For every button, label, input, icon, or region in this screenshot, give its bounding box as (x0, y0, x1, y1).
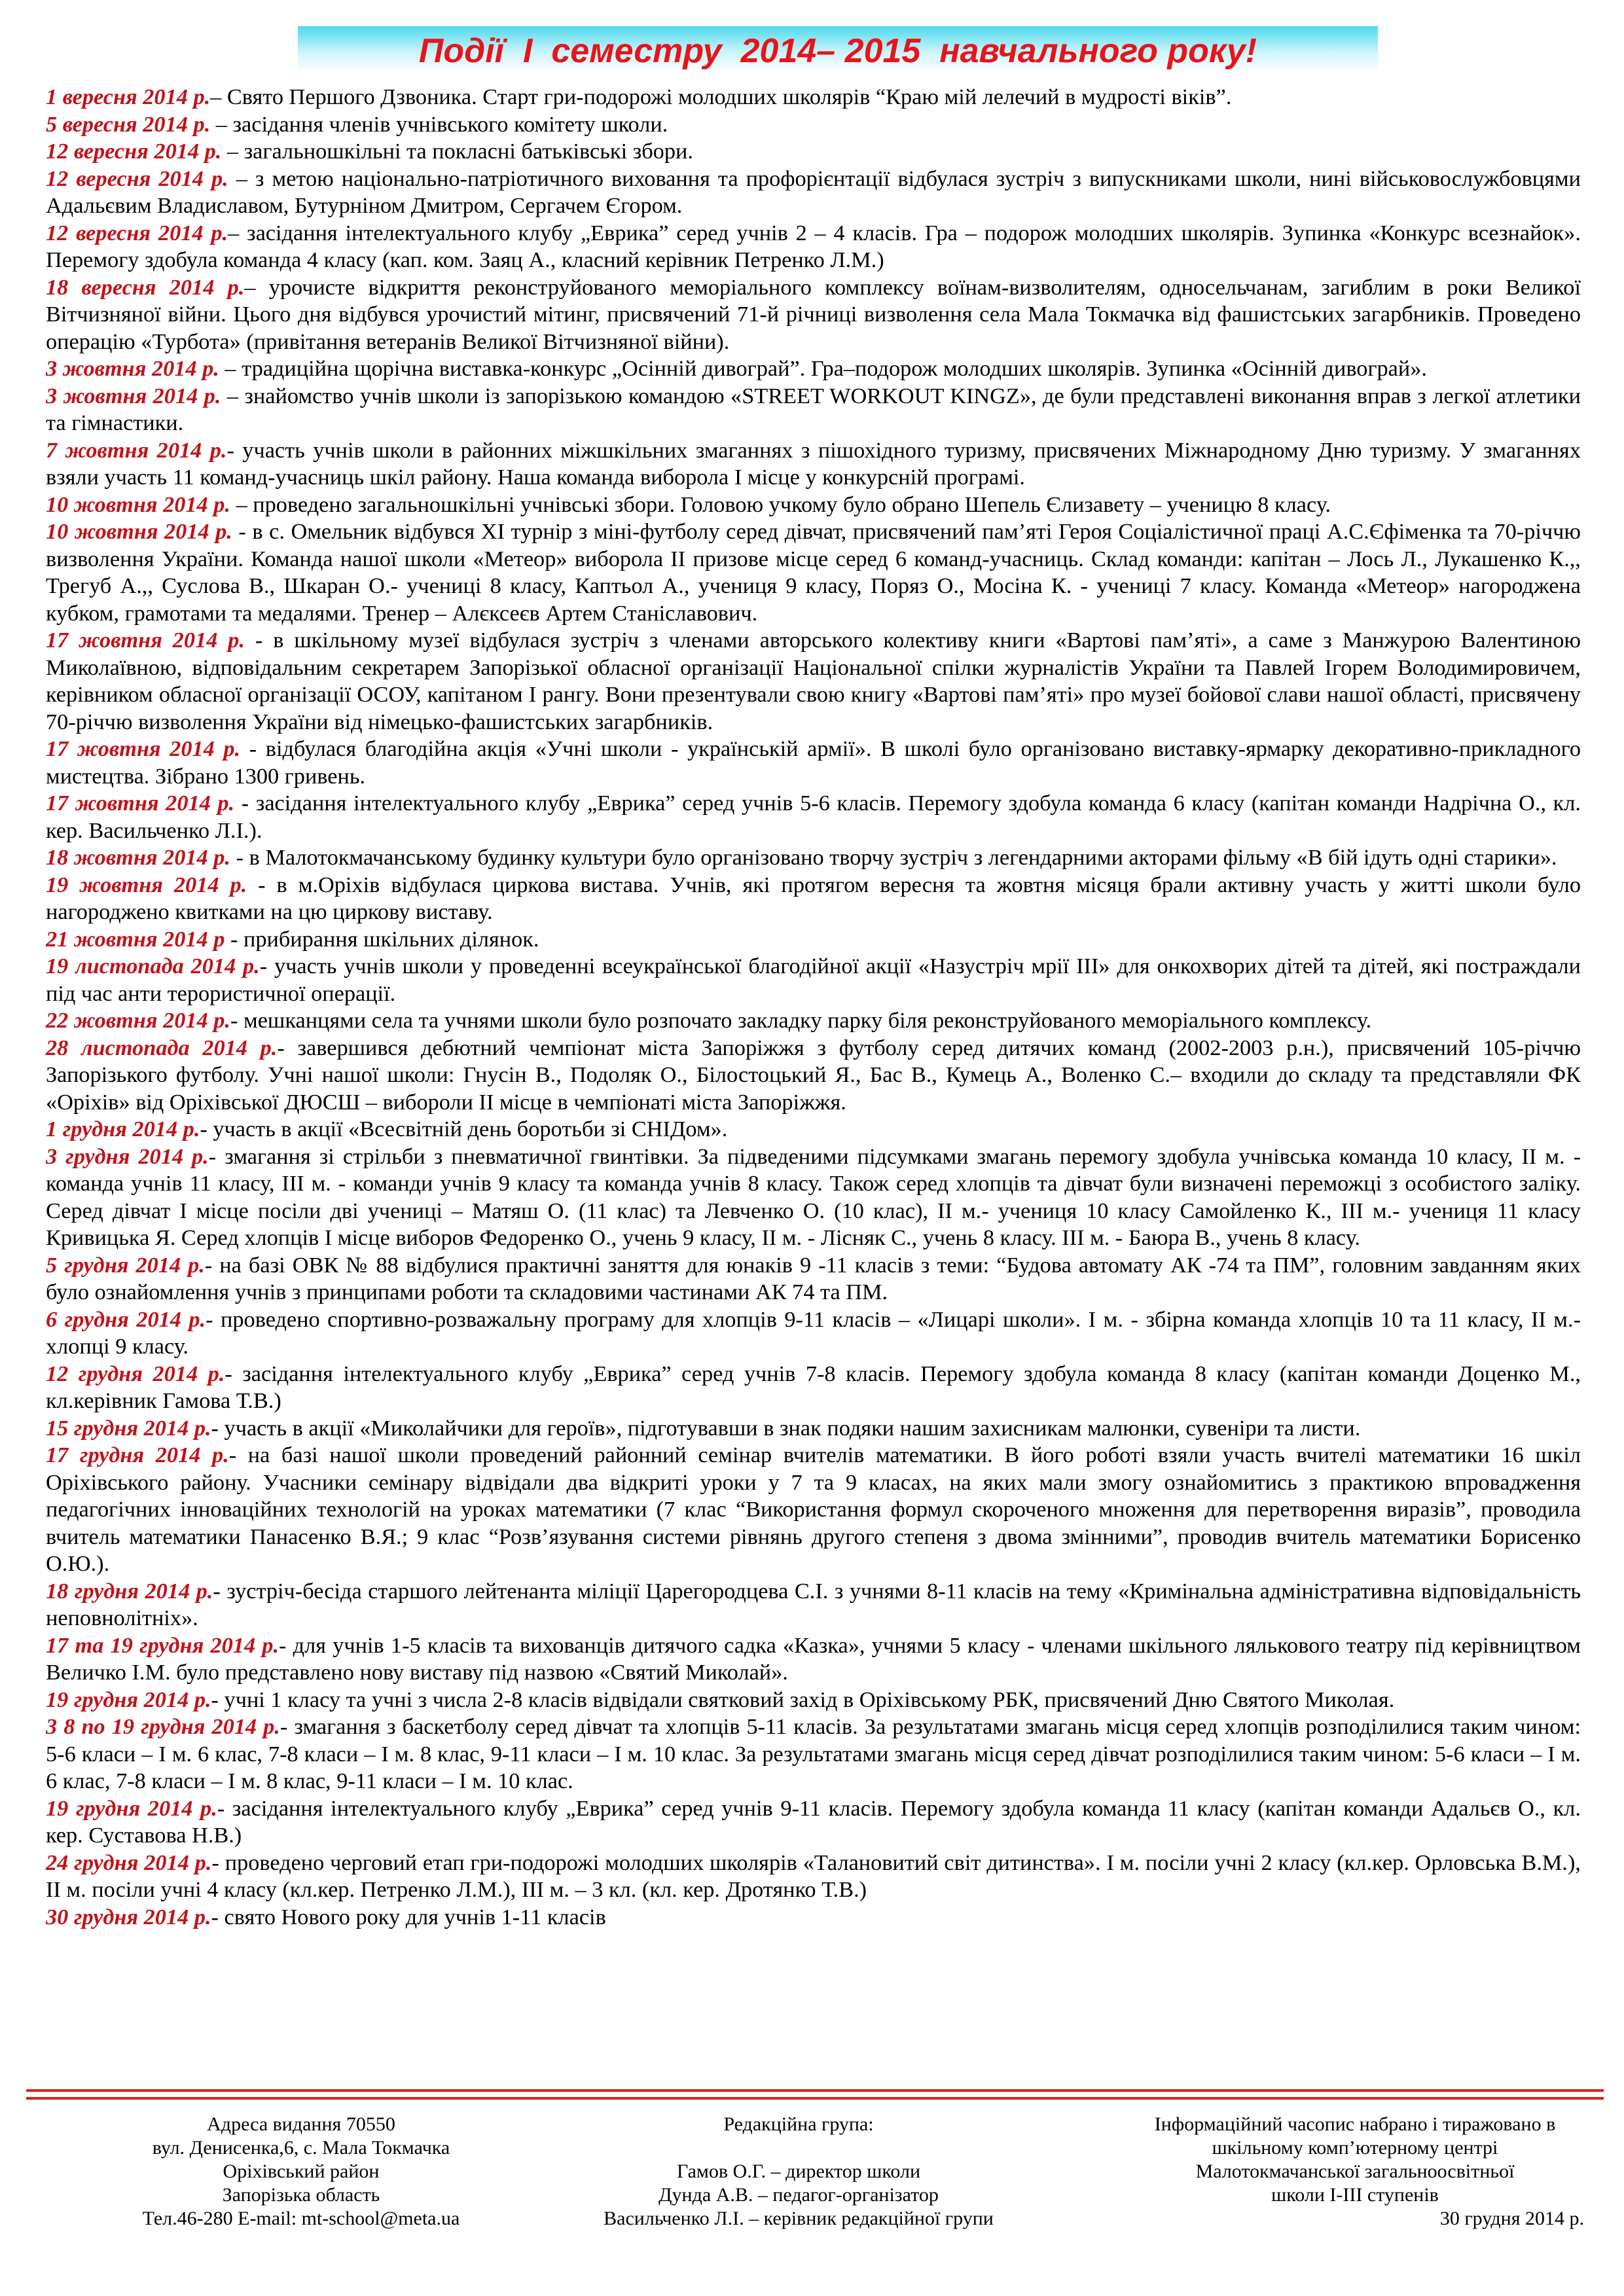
event-text: - мешканцями села та учнями школи було розпочато закладку парку біля реконструйованого меморіального комплексу. (230, 1008, 1372, 1033)
editorial-member: Гамов О.Г. – директор школи (677, 2161, 920, 2182)
event-item (46, 492, 1581, 519)
page-title: Події І семестру 2014– 2015 навчального року! (418, 32, 1257, 70)
publisher-address (92, 2113, 511, 2231)
info-line: Малотокмачанської загальноосвітньої (1195, 2161, 1515, 2182)
event-item (46, 1904, 1581, 1931)
event-text: - змагання зі стрільби з пневматичної гвинтівки. За підведеними підсумками змагань перемогу здобула учнівська команда 10 класу, ІІ м. - команда учнів 11 класу, ІІІ м. - команди учнів 9 класу та команда учнів 8 класу. Також серед хлопців та дівчат були визначені переможці з особистого заліку. Серед дівчат І місце посіли дві учениці – Матяш О. (11 клас) та Левченко О. (10 клас), ІІ м.- учениця 10 класу Самойленко К., ІІІ м.- учениця 11 класу Кривицька Я. Серед хлопців І місце виборов Федоренко О., учень 9 класу, ІІ м. - Лісняк С., учень 8 класу. ІІІ м. - Баюра В., учень 8 класу. (46, 1143, 1581, 1250)
event-text: - засідання інтелектуального клубу „Еврика” серед учнів 7-8 класів. Перемогу здобула команда 8 класу (капітан команди Доценко М., кл.керівник Гамова Т.В.) (46, 1361, 1581, 1413)
event-item (46, 1116, 1581, 1143)
event-text: - зустріч-бесіда старшого лейтенанта міліції Царегородцева С.І. з учнями 8-11 класів на тему «Кримінальна адміністративна відповідальність неповнолітніх». (46, 1578, 1581, 1630)
event-item (46, 872, 1581, 926)
event-date: 19 жовтня 2014 р. (46, 872, 247, 897)
event-item (46, 1850, 1581, 1904)
event-date: 1 вересня 2014 р. (46, 84, 211, 109)
event-item (46, 953, 1581, 1007)
editorial-member: Васильченко Л.І. – керівник редакційної групи (604, 2208, 994, 2229)
event-item (46, 736, 1581, 790)
event-text: – знайомство учнів школи із запорізькою командою «STREET WORKOUT KINGZ», де були представлені виконання вправ з легкої атлетики та гімнастики. (46, 383, 1581, 435)
event-item (46, 1442, 1581, 1578)
event-date: 21 жовтня 2014 р (46, 926, 225, 952)
event-date: 3 жовтня 2014 р. (46, 356, 219, 381)
event-date: 28 листопада 2014 р. (46, 1035, 278, 1060)
event-date: 10 жовтня 2014 р. (46, 492, 230, 517)
info-line: шкільному комп’ютерному центрі (1212, 2137, 1498, 2159)
event-text: – загальношкільні та покласні батьківські збори. (221, 139, 693, 164)
event-text: - для учнів 1-5 класів та вихованців дитячого садка «Казка», учнями 5 класу - членами шкільного лялькового театру під керівництвом Величко І.М. було представлено нову виставу під назвою «Святий Миколай». (46, 1632, 1581, 1685)
event-date: 5 грудня 2014 р. (46, 1252, 205, 1278)
event-date: 17 жовтня 2014 р. (46, 628, 245, 653)
event-item (46, 1687, 1581, 1714)
event-text: - на базі нашої школи проведений районний семінар вчителів математики. В його роботі взяли участь вчителі математики 16 шкіл Оріхівського району. Учасники семінару відвідали два відкриті уроки у 7 та 9 класах, на яких мали змогу ознайомитись з практикою впровадження педагогічних інноваційних технологій на уроках математики (7 клас “Використання формул скороченого множення для перетворення виразів”, проводила вчитель математики Панасенко В.Я.; 9 клас “Розв’язування системи рівнянь другого степеня з двома змінними”, проводив вчитель математики Борисенко О.Ю.). (46, 1443, 1581, 1576)
event-text: - в Малотокмачанському будинку культури було організовано творчу зустріч з легендарними акторами фільму «В бій ідуть одні старики». (230, 845, 1557, 870)
event-date: 3 8 по 19 грудня 2014 р. (46, 1714, 280, 1739)
events-list (46, 84, 1581, 1931)
event-item (46, 1306, 1581, 1361)
event-text: - участь учнів школи у проведенні всеукраїнської благодійної акції «Назустріч мрії ІІІ» для онкохворих дітей та дітей, які постраждали під час анти терористичної операції. (46, 954, 1581, 1006)
event-text: - завершився дебютний чемпіонат міста Запоріжжя з футболу серед дитячих команд (2002-2003 р.н.), присвячений 105-річчю Запорізького футболу. Учні нашої школи: Гнусін В., Подоляк О., Білостоцький Я., Бас В., Кумець А., Воленко С.– входили до складу та представляли ФК «Оріхів» від Оріхівської ДЮСШ – вибороли ІІ місце в чемпіонаті міста Запоріжжя. (46, 1035, 1581, 1115)
event-text: – засідання членів учнівського комітету школи. (210, 111, 668, 137)
event-date: 17 жовтня 2014 р. (46, 736, 241, 761)
editorial-title: Редакційна група: (723, 2113, 874, 2135)
event-text: – з метою національно-патріотичного виховання та профорієнтації відбулася зустріч з випускниками школи, нині військовослужбовцями Адальєвим Владиславом, Бутурніном Дмитром, Сергачем Єгором. (46, 166, 1581, 218)
event-text: - прибирання шкільних ділянок. (225, 926, 539, 952)
event-date: 30 грудня 2014 р. (46, 1904, 211, 1929)
event-text: - в с. Омельник відбувся ХІ турнір з міні-футболу серед дівчат, присвячений пам’яті Героя Соціалістичної праці А.С.Єфіменка та 70-річчю визволення України. Команда нашої школи «Метеор» виборола ІІ призове місце серед 6 команд-учасниць. Склад команди: капітан – Лось Л., Лукашенко К.,, Трегуб А.,, Суслова В., Шкаран О.- учениці 8 класу, Каптьол А., учениця 9 класу, Поряз О., Мосіна К. - учениці 7 класу. Команда «Метеор» нагороджена кубком, грамотами та медалями. Тренер – Алєксеєв Артем Станіславович. (46, 519, 1581, 626)
event-item (46, 518, 1581, 627)
publication-info (1119, 2113, 1591, 2231)
event-text: – проведено загальношкільні учнівські збори. Головою учкому було обрано Шепель Єлизавету – ученицю 8 класу. (230, 492, 1331, 517)
event-text: - на базі ОВК № 88 відбулися практичні заняття для юнаків 9 -11 класів з теми: “Будова автомату АК -74 та ПМ”, головним завданням яких було ознайомлення учнів з принципами роботи та складовими частинами АК 74 та ПМ. (46, 1252, 1581, 1304)
event-item (46, 355, 1581, 383)
address-line: вул. Денисенка,6, с. Мала Токмачка (152, 2137, 450, 2159)
event-item (46, 220, 1581, 274)
info-line: школи І-ІІІ ступенів (1271, 2184, 1439, 2206)
event-date: 12 вересня 2014 р. (46, 139, 222, 164)
event-text: - засідання інтелектуального клубу „Еврика” серед учнів 9-11 класів. Перемогу здобула команда 11 класу (капітан команди Адальєв О., кл. кер. Суставова Н.В.) (46, 1795, 1581, 1848)
event-item (46, 1252, 1581, 1306)
event-item (46, 274, 1581, 356)
event-date: 15 грудня 2014 р. (46, 1415, 211, 1441)
event-date: 17 та 19 грудня 2014 р. (46, 1632, 280, 1658)
event-text: - в м.Оріхів відбулася циркова вистава. Учнів, які протягом вересня та жовтня місяця брали активну участь у житті школи було нагороджено квитками на цю циркову виставу. (46, 872, 1581, 924)
event-item (46, 1361, 1581, 1415)
event-date: 12 вересня 2014 р. (46, 166, 228, 191)
info-line: Інформаційний часопис набрано і тиражовано в (1154, 2113, 1556, 2135)
event-text: - в шкільному музеї відбулася зустріч з членами авторського колективу книги «Вартові пам’яті», а саме з Манжурою Валентиною Миколаївною, відповідальним секретарем Запорізької обласної організації Національної спілки журналістів України та Павлей Ігорем Володимировичем, керівником обласної організації ОСОУ, капітаном І рангу. Вони презентували свою книгу «Вартові пам’яті» про музеї бойової слави нашої області, присвячену 70-річчю визволення України від німецько-фашистських загарбників. (46, 628, 1581, 734)
event-date: 17 жовтня 2014 р. (46, 791, 235, 816)
event-text: - свято Нового року для учнів 1-11 класів (211, 1904, 606, 1929)
event-item (46, 1578, 1581, 1632)
event-item (46, 926, 1581, 954)
event-date: 3 жовтня 2014 р. (46, 383, 221, 408)
event-date: 18 вересня 2014 р. (46, 274, 245, 300)
event-date: 1 грудня 2014 р. (46, 1117, 200, 1141)
event-text: - змагання з баскетболу серед дівчат та хлопців 5-11 класів. За результатами змагань місця серед хлопців розподілилися таким чином: 5-6 класи – І м. 6 клас, 7-8 класи – І м. 8 клас, 9-11 класи – І м. 10 клас. За результатами змагань місця серед дівчат розподілилися таким чином: 5-6 класи – І м. 6 клас, 7-8 класи – І м. 8 клас, 9-11 класи – І м. 10 клас. (46, 1714, 1581, 1793)
event-date: 10 жовтня 2014 р. (46, 519, 232, 544)
title-banner (298, 26, 1378, 72)
address-line: Запорізька область (222, 2184, 380, 2206)
event-text: - участь в акції «Миколайчики для героїв», підготувавши в знак подяки нашим захисникам малюнки, сувеніри та листи. (211, 1415, 1361, 1441)
editorial-team (563, 2113, 1034, 2231)
event-item (46, 1632, 1581, 1687)
event-text: - учні 1 класу та учні з числа 2-8 класів відвідали святковий захід в Оріхівському РБК, присвячений Дню Святого Миколая. (211, 1687, 1395, 1712)
event-item (46, 111, 1581, 139)
event-date: 3 грудня 2014 р. (46, 1143, 209, 1169)
footer-separator (26, 2089, 1604, 2092)
event-item (46, 84, 1581, 111)
event-text: - участь в акції «Всесвітній день боротьби зі СНІДом». (200, 1117, 728, 1141)
editorial-member: Дунда А.В. – педагог-організатор (659, 2184, 939, 2206)
event-date: 17 грудня 2014 р. (46, 1443, 229, 1467)
event-item (46, 1795, 1581, 1850)
event-text: - участь учнів школи в районних міжшкільних змаганнях з пішохідного туризму, присвячених Міжнародному Дню туризму. У змаганнях взяли участь 11 команд-учасниць шкіл району. Наша команда виборола І місце у конкурсній програмі. (46, 437, 1581, 490)
address-line: Адреса видання 70550 (207, 2113, 395, 2135)
event-date: 18 жовтня 2014 р. (46, 845, 230, 870)
event-item (46, 1035, 1581, 1117)
event-item (46, 1415, 1581, 1443)
event-text: - засідання інтелектуального клубу „Еврика” серед учнів 5-6 класів. Перемогу здобула команда 6 класу (капітан команди Надрічна О., кл. кер. Васильченко Л.І.). (46, 791, 1581, 843)
event-item (46, 1143, 1581, 1252)
event-date: 19 грудня 2014 р. (46, 1687, 211, 1712)
footer-separator (26, 2097, 1604, 2100)
issue-date: 30 грудня 2014 р. (1439, 2208, 1584, 2229)
event-item (46, 138, 1581, 166)
event-text: - проведено спортивно-розважальну програму для хлопців 9-11 класів – «Лицарі школи». І м. - збірна команда хлопців 10 та 11 класу, ІІ м.- хлопці 9 класу. (46, 1306, 1581, 1359)
event-item (46, 627, 1581, 736)
event-item (46, 790, 1581, 844)
event-date: 12 грудня 2014 р. (46, 1361, 225, 1386)
event-item (46, 166, 1581, 220)
event-text: - проведено черговий етап гри-подорожі молодших школярів «Талановитий світ дитинства». І м. посіли учні 2 класу (кл.кер. Орловська В.М.), ІІ м. посіли учні 4 класу (кл.кер. Петренко Л.М.), ІІІ м. – 3 кл. (кл. кер. Дротянко Т.В.) (46, 1850, 1581, 1902)
address-line: Оріхівський район (223, 2161, 380, 2182)
event-item (46, 383, 1581, 437)
event-date: 19 листопада 2014 р. (46, 954, 260, 978)
event-item (46, 1713, 1581, 1795)
event-date: 19 грудня 2014 р. (46, 1795, 217, 1821)
event-date: 7 жовтня 2014 р. (46, 437, 227, 463)
event-text: – засідання інтелектуального клубу „Еврика” серед учнів 2 – 4 класів. Гра – подорож молодших школярів. Зупинка «Конкурс всезнайок». Перемогу здобула команда 4 класу (кап. ком. Заяц А., класний керівник Петренко Л.М.) (46, 220, 1581, 272)
event-text: – урочисте відкриття реконструйованого меморіального комплексу воїнам-визволителям, односельчанам, загиблим в роки Великої Вітчизняної війни. Цього дня відбувся урочистий мітинг, присвячений 71-й річниці визволення села Мала Токмачка від фашистських загарбників. Проведено операцію «Турбота» (привітання ветеранів Великої Вітчизняної війни). (46, 274, 1581, 354)
event-date: 12 вересня 2014 р. (46, 220, 228, 245)
contact-line: Тел.46-280 E-mail: mt-school@meta.ua (142, 2208, 460, 2229)
event-item (46, 1007, 1581, 1035)
event-date: 5 вересня 2014 р. (46, 111, 211, 137)
event-date: 22 жовтня 2014 р. (46, 1008, 230, 1033)
event-item (46, 437, 1581, 492)
event-text: - відбулася благодійна акція «Учні школи - українській армії». В школі було організовано виставку-ярмарку декоративно-прикладного мистецтва. Зібрано 1300 гривень. (46, 736, 1581, 789)
event-date: 6 грудня 2014 р. (46, 1306, 206, 1332)
event-date: 18 грудня 2014 р. (46, 1578, 213, 1604)
event-date: 24 грудня 2014 р. (46, 1850, 212, 1875)
event-item (46, 844, 1581, 872)
event-text: – традиційна щорічна виставка-конкурс „Осінній дивограй”. Гра–подорож молодших школярів. Зупинка «Осінній дивограй». (219, 356, 1427, 381)
event-text: – Свято Першого Дзвоника. Старт гри-подорожі молодших школярів “Краю мій лелечий в мудрості віків”. (210, 84, 1232, 109)
